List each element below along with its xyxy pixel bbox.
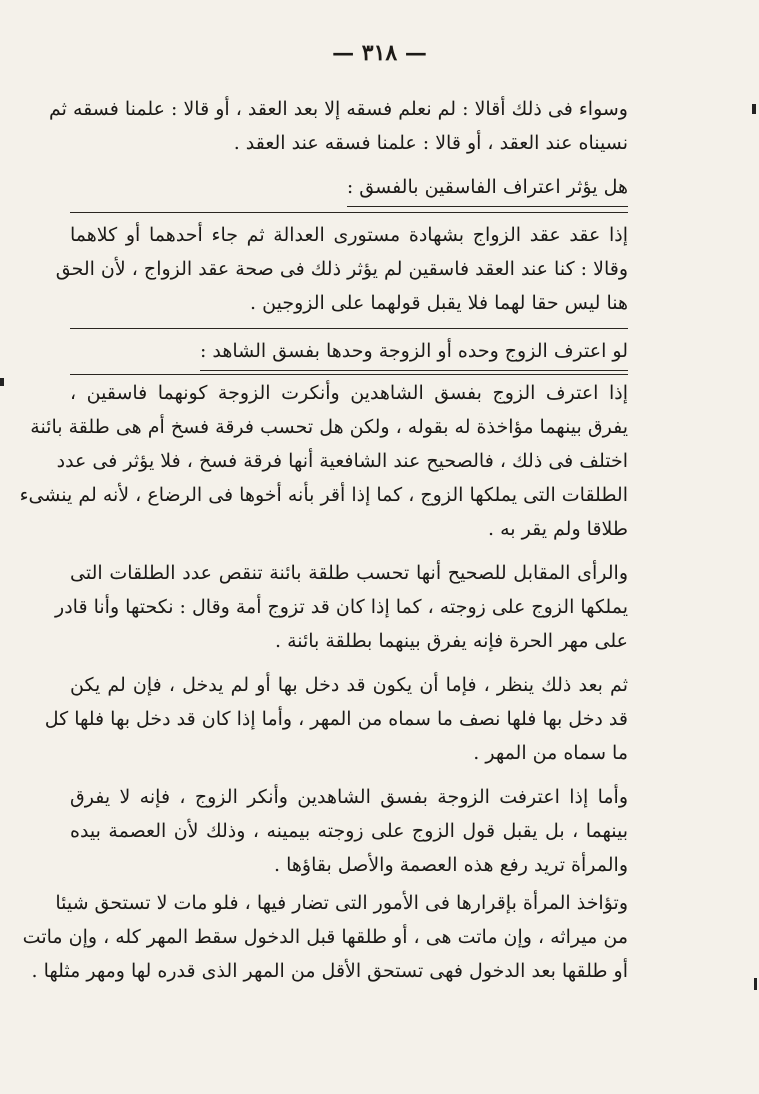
text-line: اختلف فى ذلك ، فالصحيح عند الشافعية أنها فرقة فسخ ، فلا يؤثر فى عدد: [56, 450, 628, 472]
text-line: إذا عقد عقد الزواج بشهادة مستورى العدالة ثم جاء أحدهما أو كلاهما: [70, 224, 628, 246]
text-line: أو طلقها بعد الدخول فهى تستحق الأقل من المهر الذى قدره لها ومهر مثلها .: [31, 960, 628, 982]
text-line: وتؤاخذ المرأة بإقرارها فى الأمور التى تضار فيها ، فلو مات لا تستحق شيئا: [55, 892, 628, 914]
text-line: وأما إذا اعترفت الزوجة بفسق الشاهدين وأنكر الزوج ، فإنه لا يفرق: [70, 786, 628, 808]
scan-mark: [0, 378, 4, 386]
text-line: يفرق بينهما مؤاخذة له بقوله ، ولكن هل تحسب فرقة فسخ أم هى طلقة بائنة: [30, 416, 628, 438]
divider: [70, 374, 628, 375]
text-line: وقالا : كنا عند العقد فاسقين لم يؤثر ذلك فى صحة عقد الزواج ، لأن الحق: [55, 258, 628, 280]
text-line: على مهر الحرة فإنه يفرق بينهما بطلقة بائنة .: [274, 630, 628, 652]
text-line: هنا ليس حقا لهما فلا يقبل قولهما على الزوجين .: [250, 292, 628, 314]
section1-body: [55, 218, 628, 322]
section-heading: هل يؤثر اعتراف الفاسقين بالفسق :: [347, 170, 628, 207]
text-line: يملكها الزوج على زوجته ، كما إذا كان قد تزوج أمة وقال : نكحتها وأنا قادر: [55, 596, 628, 618]
text-line: قد دخل بها فلها نصف ما سماه من المهر ، وأما إذا كان قد دخل بها فلها كل: [44, 708, 628, 730]
section2-body: [19, 376, 628, 1026]
text-line: نسيناه عند العقد ، أو قالا : علمنا فسقه عند العقد .: [233, 132, 628, 154]
section-heading: لو اعترف الزوج وحده أو الزوجة وحدها بفسق الشاهد :: [200, 334, 628, 371]
text-line: طلاقا ولم يقر به .: [488, 518, 628, 540]
text-line: وسواء فى ذلك أقالا : لم نعلم فسقه إلا بعد العقد ، أو قالا : علمنا فسقه ثم: [49, 98, 628, 120]
text-line: الطلقات التى يملكها الزوج ، كما إذا أقر بأنه أخوها فى الرضاع ، لأنه لم ينشىء: [19, 484, 628, 506]
intro-block: [49, 92, 628, 162]
text-line: والمرأة تريد رفع هذه العصمة والأصل بقاؤها .: [274, 854, 628, 876]
text-line: إذا اعترف الزوج بفسق الشاهدين وأنكرت الزوجة كونهما فاسقين ،: [70, 382, 628, 404]
text-line: من ميراثه ، وإن ماتت هى ، أو طلقها قبل الدخول سقط المهر كله ، وإن ماتت: [22, 926, 628, 948]
divider: [70, 328, 628, 329]
scan-mark: [752, 104, 756, 114]
divider: [70, 212, 628, 213]
text-line: ما سماه من المهر .: [473, 742, 628, 764]
scan-mark: [754, 978, 757, 990]
text-line: والرأى المقابل للصحيح أنها تحسب طلقة بائنة تنقص عدد الطلقات التى: [70, 562, 628, 584]
text-line: بينهما ، بل يقبل قول الزوج على زوجته بيمينه ، وذلك لأن العصمة بيده: [70, 820, 628, 842]
page-number: — ٣١٨ —: [332, 40, 427, 66]
text-line: ثم بعد ذلك ينظر ، فإما أن يكون قد دخل بها أو لم يدخل ، فإن لم يكن: [70, 674, 628, 696]
